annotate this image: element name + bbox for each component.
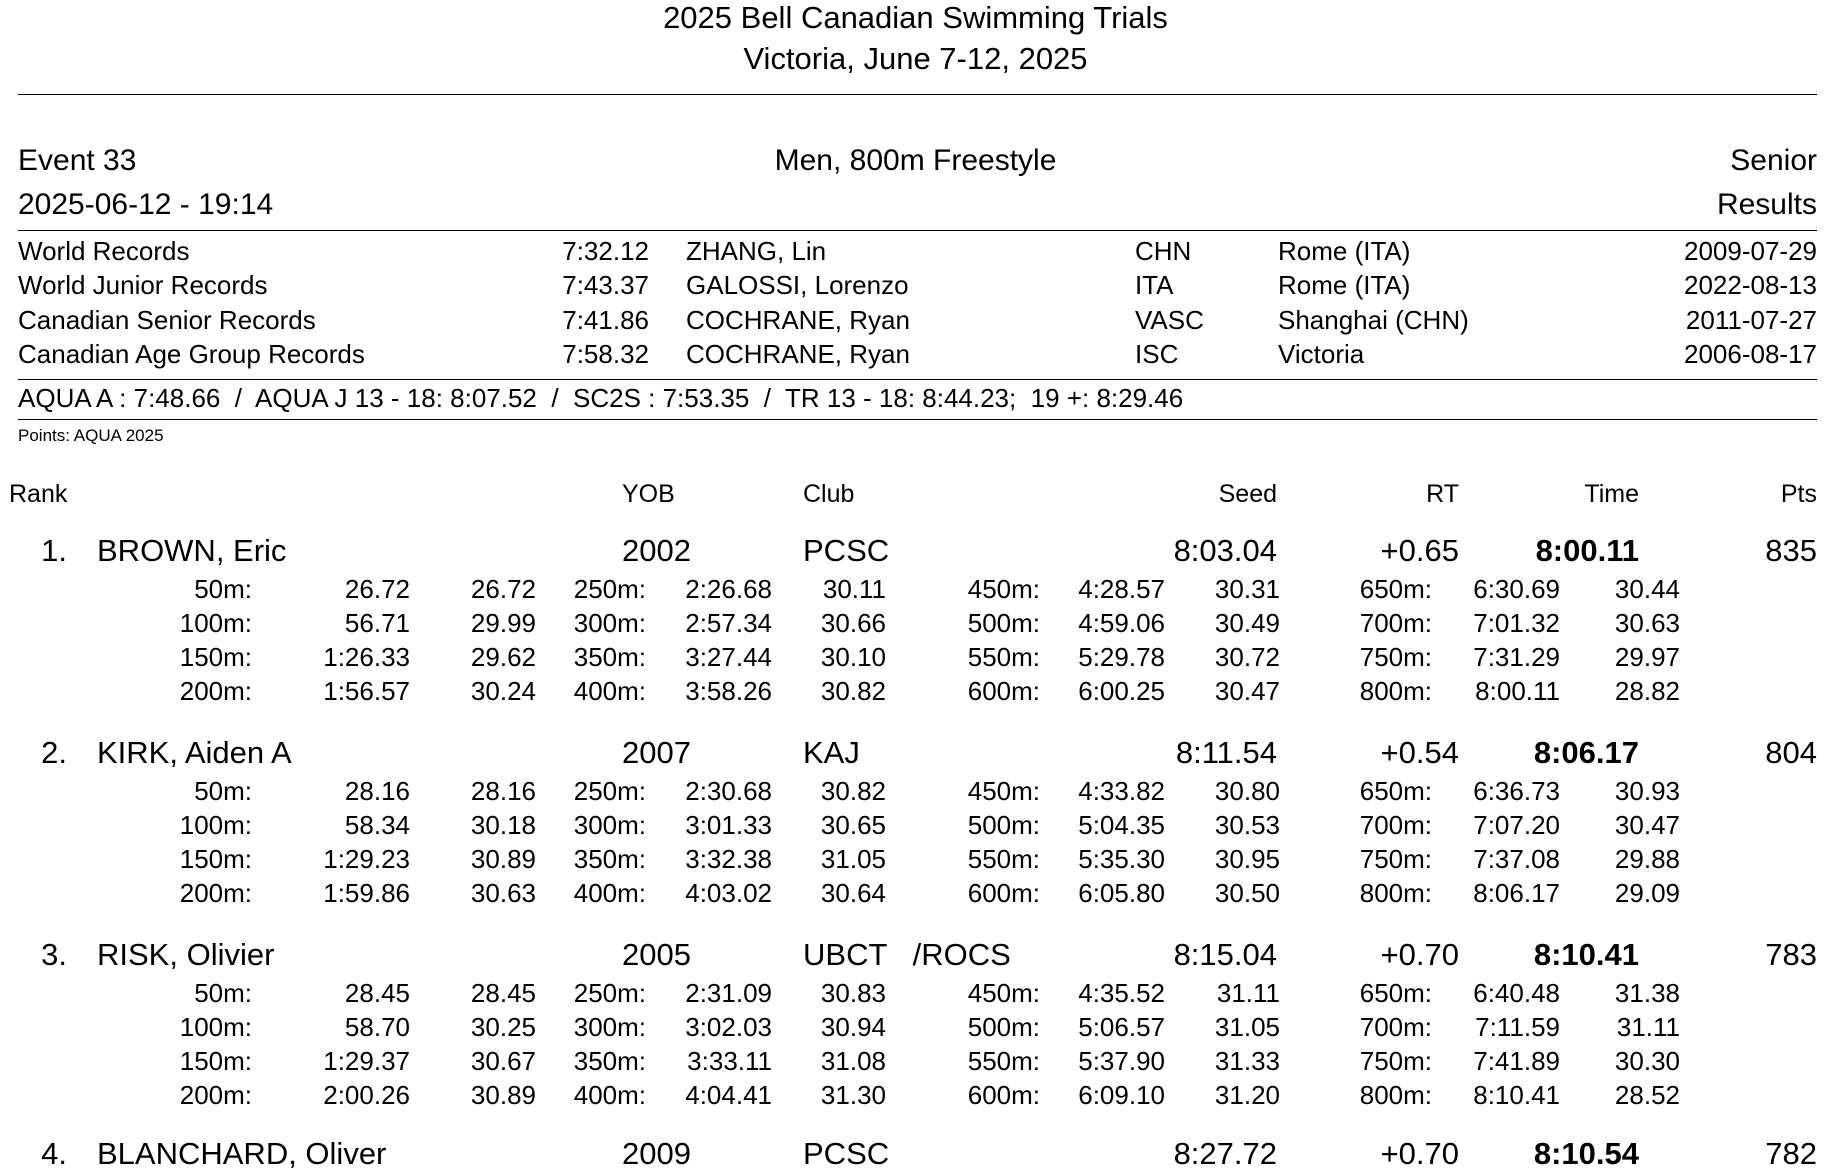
split-distance: 500m:	[967, 1012, 1040, 1042]
split-distance: 100m:	[179, 810, 252, 840]
record-label: World Records	[18, 236, 190, 266]
athlete-club: PCSC	[803, 533, 890, 568]
split-distance: 300m:	[573, 608, 646, 638]
record-nation: ISC	[1135, 339, 1179, 369]
col-seed: Seed	[1218, 480, 1277, 508]
split-distance: 200m:	[179, 1080, 252, 1110]
col-rt: RT	[1426, 480, 1459, 508]
split-lap: 26.72	[470, 574, 536, 604]
split-distance: 550m:	[967, 642, 1040, 672]
split-distance: 300m:	[573, 810, 646, 840]
split-lap: 30.65	[820, 810, 886, 840]
split-cumulative: 3:02.03	[685, 1012, 772, 1042]
col-pts: Pts	[1780, 480, 1817, 508]
split-distance: 150m:	[179, 642, 252, 672]
split-cumulative: 3:33.11	[687, 1046, 772, 1076]
split-cumulative: 4:59.06	[1078, 608, 1165, 638]
header-divider	[18, 94, 1817, 95]
split-cumulative: 7:37.08	[1473, 844, 1560, 874]
split-cumulative: 4:28.57	[1078, 574, 1165, 604]
split-distance: 250m:	[573, 776, 646, 806]
meet-subtitle: Victoria, June 7-12, 2025	[743, 41, 1088, 76]
split-lap: 30.47	[1214, 676, 1280, 706]
split-lap: 28.82	[1614, 676, 1680, 706]
split-distance: 800m:	[1359, 676, 1432, 706]
split-distance: 500m:	[967, 608, 1040, 638]
records-divider	[18, 379, 1817, 380]
final-time: 8:00.11	[1535, 533, 1639, 568]
split-distance: 350m:	[573, 1046, 646, 1076]
split-cumulative: 28.45	[344, 978, 410, 1008]
split-cumulative: 7:07.20	[1473, 810, 1560, 840]
split-distance: 800m:	[1359, 1080, 1432, 1110]
split-lap: 30.24	[470, 676, 536, 706]
points: 782	[1765, 1136, 1817, 1171]
split-distance: 550m:	[967, 844, 1040, 874]
reaction-time: +0.70	[1380, 1136, 1459, 1171]
split-lap: 30.10	[820, 642, 886, 672]
split-distance: 650m:	[1359, 978, 1432, 1008]
record-holder: COCHRANE, Ryan	[686, 305, 910, 335]
split-lap: 30.66	[820, 608, 886, 638]
split-lap: 31.11	[1216, 978, 1280, 1008]
record-holder: ZHANG, Lin	[686, 236, 827, 266]
split-distance: 50m:	[194, 776, 252, 806]
athlete-yob: 2007	[622, 735, 691, 770]
split-lap: 29.99	[470, 608, 536, 638]
split-distance: 200m:	[179, 676, 252, 706]
athlete-club: UBCT /ROCS	[803, 937, 1011, 972]
split-distance: 450m:	[967, 978, 1040, 1008]
split-cumulative: 8:10.41	[1473, 1080, 1560, 1110]
split-lap: 29.88	[1614, 844, 1680, 874]
final-time: 8:10.54	[1533, 1136, 1639, 1171]
split-cumulative: 2:26.68	[685, 574, 772, 604]
split-lap: 29.62	[470, 642, 536, 672]
split-distance: 700m:	[1359, 608, 1432, 638]
split-lap: 30.95	[1214, 844, 1280, 874]
split-distance: 450m:	[967, 776, 1040, 806]
record-date: 2011-07-27	[1685, 305, 1817, 335]
split-lap: 31.05	[820, 844, 886, 874]
split-cumulative: 2:30.68	[685, 776, 772, 806]
split-cumulative: 1:56.57	[323, 676, 410, 706]
split-distance: 100m:	[179, 1012, 252, 1042]
split-cumulative: 4:04.41	[685, 1080, 772, 1110]
points: 804	[1765, 735, 1817, 770]
split-distance: 700m:	[1359, 810, 1432, 840]
points: 835	[1765, 533, 1817, 568]
record-place: Victoria	[1278, 339, 1365, 369]
split-cumulative: 3:58.26	[685, 676, 772, 706]
split-cumulative: 1:59.86	[323, 878, 410, 908]
seed-time: 8:27.72	[1173, 1136, 1277, 1171]
split-distance: 400m:	[573, 1080, 646, 1110]
col-yob: YOB	[622, 480, 675, 508]
split-distance: 600m:	[967, 878, 1040, 908]
split-cumulative: 5:35.30	[1078, 844, 1165, 874]
split-cumulative: 7:11.59	[1475, 1012, 1560, 1042]
split-lap: 30.83	[820, 978, 886, 1008]
split-distance: 450m:	[967, 574, 1040, 604]
reaction-time: +0.54	[1380, 735, 1459, 770]
result-rank: 4.	[41, 1136, 67, 1171]
record-time: 7:43.37	[562, 270, 649, 300]
meet-title: 2025 Bell Canadian Swimming Trials	[663, 0, 1168, 35]
result-rank: 1.	[41, 533, 67, 568]
record-place: Rome (ITA)	[1278, 236, 1411, 266]
result-rank: 2.	[41, 735, 67, 770]
split-cumulative: 3:32.38	[685, 844, 772, 874]
split-cumulative: 7:41.89	[1473, 1046, 1560, 1076]
split-cumulative: 26.72	[344, 574, 410, 604]
split-distance: 50m:	[194, 574, 252, 604]
split-cumulative: 6:40.48	[1473, 978, 1560, 1008]
record-time: 7:58.32	[562, 339, 649, 369]
split-lap: 30.30	[1614, 1046, 1680, 1076]
split-cumulative: 2:00.26	[323, 1080, 410, 1110]
split-cumulative: 5:04.35	[1078, 810, 1165, 840]
athlete-yob: 2002	[622, 533, 691, 568]
split-lap: 28.45	[470, 978, 536, 1008]
seed-time: 8:11.54	[1175, 735, 1277, 770]
athlete-club: KAJ	[803, 735, 860, 770]
split-lap: 30.82	[820, 676, 886, 706]
split-lap: 31.05	[1214, 1012, 1280, 1042]
split-cumulative: 3:27.44	[685, 642, 772, 672]
record-place: Rome (ITA)	[1278, 270, 1411, 300]
split-cumulative: 2:57.34	[685, 608, 772, 638]
split-distance: 750m:	[1359, 642, 1432, 672]
split-lap: 30.72	[1214, 642, 1280, 672]
split-distance: 250m:	[573, 978, 646, 1008]
split-lap: 31.30	[820, 1080, 886, 1110]
split-lap: 30.47	[1614, 810, 1680, 840]
split-lap: 30.67	[470, 1046, 536, 1076]
split-distance: 100m:	[179, 608, 252, 638]
split-lap: 30.53	[1214, 810, 1280, 840]
split-distance: 200m:	[179, 878, 252, 908]
split-distance: 150m:	[179, 1046, 252, 1076]
record-nation: VASC	[1135, 305, 1204, 335]
split-distance: 600m:	[967, 676, 1040, 706]
split-cumulative: 4:35.52	[1078, 978, 1165, 1008]
split-distance: 400m:	[573, 676, 646, 706]
athlete-yob: 2009	[622, 1136, 691, 1171]
split-distance: 250m:	[573, 574, 646, 604]
split-lap: 30.93	[1614, 776, 1680, 806]
split-lap: 30.44	[1614, 574, 1680, 604]
record-date: 2006-08-17	[1684, 339, 1817, 369]
split-distance: 600m:	[967, 1080, 1040, 1110]
split-lap: 30.50	[1214, 878, 1280, 908]
split-lap: 30.94	[820, 1012, 886, 1042]
athlete-name: BROWN, Eric	[97, 533, 287, 568]
athlete-name: KIRK, Aiden A	[97, 735, 292, 770]
split-lap: 30.49	[1214, 608, 1280, 638]
record-time: 7:41.86	[562, 305, 649, 335]
split-cumulative: 7:31.29	[1473, 642, 1560, 672]
record-label: Canadian Age Group Records	[18, 339, 365, 369]
split-cumulative: 5:29.78	[1078, 642, 1165, 672]
points-note: Points: AQUA 2025	[18, 426, 164, 445]
split-distance: 750m:	[1359, 1046, 1432, 1076]
split-distance: 400m:	[573, 878, 646, 908]
split-lap: 30.63	[1614, 608, 1680, 638]
split-lap: 31.20	[1214, 1080, 1280, 1110]
event-datetime: 2025-06-12 - 19:14	[18, 188, 274, 221]
split-lap: 30.25	[470, 1012, 536, 1042]
record-holder: COCHRANE, Ryan	[686, 339, 910, 369]
standards-divider	[18, 419, 1817, 420]
athlete-club: PCSC	[803, 1136, 890, 1171]
final-time: 8:06.17	[1533, 735, 1639, 770]
event-divider	[18, 230, 1817, 231]
record-label: Canadian Senior Records	[18, 305, 316, 335]
final-time: 8:10.41	[1533, 937, 1639, 972]
record-holder: GALOSSI, Lorenzo	[686, 270, 909, 300]
split-cumulative: 4:03.02	[685, 878, 772, 908]
split-lap: 30.89	[470, 1080, 536, 1110]
reaction-time: +0.65	[1380, 533, 1459, 568]
athlete-name: BLANCHARD, Oliver	[97, 1136, 387, 1171]
athlete-yob: 2005	[622, 937, 691, 972]
split-cumulative: 8:06.17	[1473, 878, 1560, 908]
split-cumulative: 3:01.33	[685, 810, 772, 840]
split-cumulative: 7:01.32	[1473, 608, 1560, 638]
split-lap: 28.52	[1614, 1080, 1680, 1110]
athlete-name: RISK, Olivier	[97, 937, 275, 972]
col-rank: Rank	[9, 480, 68, 508]
record-time: 7:32.12	[562, 236, 649, 266]
split-cumulative: 8:00.11	[1475, 676, 1560, 706]
seed-time: 8:03.04	[1173, 533, 1277, 568]
split-lap: 30.63	[470, 878, 536, 908]
record-date: 2009-07-29	[1684, 236, 1817, 266]
split-cumulative: 5:06.57	[1078, 1012, 1165, 1042]
record-label: World Junior Records	[18, 270, 268, 300]
split-lap: 29.97	[1614, 642, 1680, 672]
event-category: Senior	[1730, 144, 1817, 177]
split-distance: 700m:	[1359, 1012, 1432, 1042]
split-distance: 300m:	[573, 1012, 646, 1042]
split-cumulative: 1:29.23	[323, 844, 410, 874]
split-cumulative: 1:29.37	[323, 1046, 410, 1076]
split-lap: 30.18	[470, 810, 536, 840]
split-distance: 50m:	[194, 978, 252, 1008]
split-cumulative: 4:33.82	[1078, 776, 1165, 806]
split-distance: 350m:	[573, 844, 646, 874]
split-lap: 31.33	[1214, 1046, 1280, 1076]
split-lap: 31.08	[820, 1046, 886, 1076]
split-distance: 650m:	[1359, 776, 1432, 806]
split-distance: 550m:	[967, 1046, 1040, 1076]
split-cumulative: 58.70	[344, 1012, 410, 1042]
result-rank: 3.	[41, 937, 67, 972]
split-cumulative: 5:37.90	[1078, 1046, 1165, 1076]
split-lap: 30.11	[822, 574, 886, 604]
split-lap: 30.31	[1214, 574, 1280, 604]
col-time: Time	[1584, 480, 1639, 508]
split-lap: 31.38	[1614, 978, 1680, 1008]
split-cumulative: 6:36.73	[1473, 776, 1560, 806]
split-distance: 650m:	[1359, 574, 1432, 604]
split-cumulative: 58.34	[344, 810, 410, 840]
col-club: Club	[803, 480, 855, 508]
record-place: Shanghai (CHN)	[1278, 305, 1469, 335]
split-cumulative: 6:30.69	[1473, 574, 1560, 604]
split-lap: 30.64	[820, 878, 886, 908]
split-cumulative: 1:26.33	[323, 642, 410, 672]
split-cumulative: 28.16	[344, 776, 410, 806]
split-lap: 30.80	[1214, 776, 1280, 806]
event-status: Results	[1716, 188, 1817, 221]
points: 783	[1765, 937, 1817, 972]
split-lap: 30.89	[470, 844, 536, 874]
split-distance: 750m:	[1359, 844, 1432, 874]
split-cumulative: 6:00.25	[1078, 676, 1165, 706]
split-cumulative: 6:09.10	[1078, 1080, 1165, 1110]
qualifying-standards: AQUA A : 7:48.66 / AQUA J 13 - 18: 8:07.52 / SC2S : 7:53.35 / TR 13 - 18: 8:44.23; 19 +: 8:29.46	[18, 383, 1184, 413]
split-lap: 31.11	[1616, 1012, 1680, 1042]
split-distance: 350m:	[573, 642, 646, 672]
split-distance: 150m:	[179, 844, 252, 874]
record-nation: ITA	[1135, 270, 1174, 300]
event-name: Men, 800m Freestyle	[774, 144, 1057, 177]
split-lap: 28.16	[470, 776, 536, 806]
reaction-time: +0.70	[1380, 937, 1459, 972]
split-lap: 30.82	[820, 776, 886, 806]
split-lap: 29.09	[1614, 878, 1680, 908]
split-cumulative: 2:31.09	[685, 978, 772, 1008]
split-cumulative: 6:05.80	[1078, 878, 1165, 908]
record-date: 2022-08-13	[1684, 270, 1817, 300]
record-nation: CHN	[1135, 236, 1192, 266]
split-distance: 800m:	[1359, 878, 1432, 908]
seed-time: 8:15.04	[1173, 937, 1277, 972]
split-distance: 500m:	[967, 810, 1040, 840]
split-cumulative: 56.71	[344, 608, 410, 638]
event-number: Event 33	[18, 144, 137, 177]
